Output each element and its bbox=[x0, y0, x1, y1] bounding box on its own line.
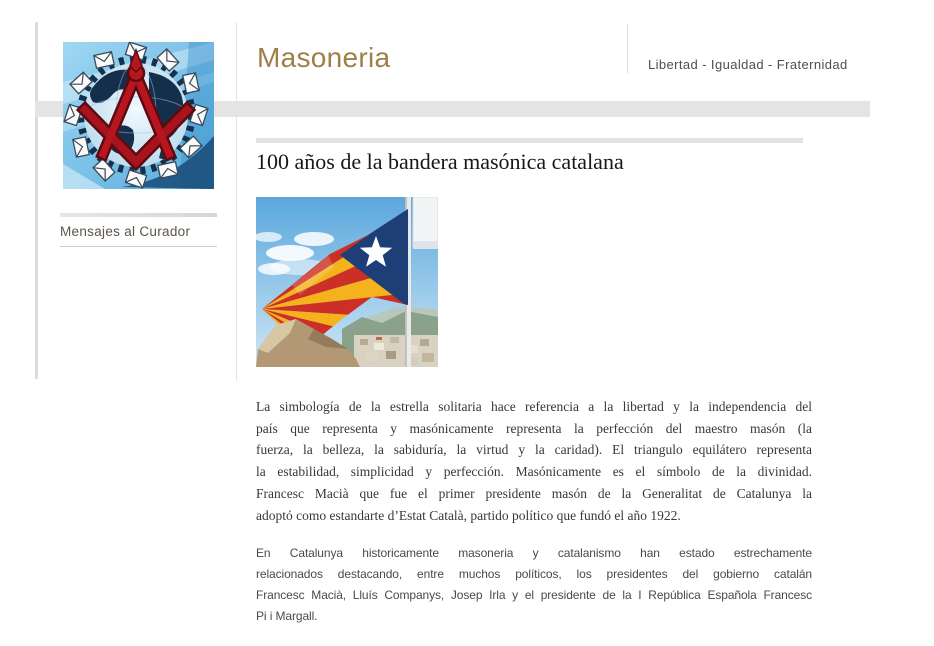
post-paragraph-1 bbox=[256, 396, 812, 526]
text-line: adoptó como estandarte d’Estat Català, partido político que fundó el año 1922. bbox=[256, 507, 681, 523]
text-line: Francesc Macià, Lluís Companys, Josep Irla y el presidente de la I República Española Francesc bbox=[256, 587, 812, 602]
sidebar-main-divider bbox=[236, 22, 237, 381]
text-line: Francesc Macià que fue el primer presidente masón de la Generalitat de Catalunya la bbox=[256, 485, 812, 501]
sidebar-section-bar bbox=[60, 213, 217, 217]
sidebar-link-mensajes-al-curador[interactable]: Mensajes al Curador bbox=[60, 224, 191, 239]
globe-square-compasses-icon bbox=[63, 42, 214, 189]
blog-tagline: Libertad - Igualdad - Fraternidad bbox=[648, 57, 848, 72]
content-left-border bbox=[35, 22, 38, 379]
estelada-flag-photo-icon bbox=[256, 197, 438, 367]
post-image-estelada-flag[interactable] bbox=[256, 197, 438, 367]
text-line: La simbología de la estrella solitaria hace referencia a la libertad y la independencia del bbox=[256, 399, 812, 414]
text-line: relacionados destacando, entre muchos políticos, los presidentes del gobierno catalán bbox=[256, 567, 812, 582]
header-title-divider bbox=[627, 24, 628, 73]
text-line: país que representa y masónicamente representa la perfección del maestro masón (la bbox=[256, 420, 812, 436]
text-line: la estabilidad, simplicidad y perfección. Masónicamente es el símbolo de la divinidad. bbox=[256, 464, 812, 480]
post-body bbox=[256, 396, 812, 643]
sidebar-section-underline bbox=[60, 246, 217, 247]
post-paragraph-2 bbox=[256, 543, 812, 626]
blog-logo-icon bbox=[63, 42, 214, 189]
text-line: En Catalunya historicamente masoneria y catalanismo han estado estrechamente bbox=[256, 546, 812, 561]
text-line: Pi i Margall. bbox=[256, 608, 318, 623]
post-title-link[interactable]: 100 años de la bandera masónica catalana bbox=[256, 149, 624, 174]
text-line: fuerza, la belleza, la sabiduría, la virtud y la caridad). El triangulo equilátero representa bbox=[256, 442, 812, 458]
post-date-strip bbox=[256, 138, 803, 143]
blog-title-link[interactable]: Masoneria bbox=[257, 42, 391, 73]
town-buildings bbox=[354, 335, 438, 367]
